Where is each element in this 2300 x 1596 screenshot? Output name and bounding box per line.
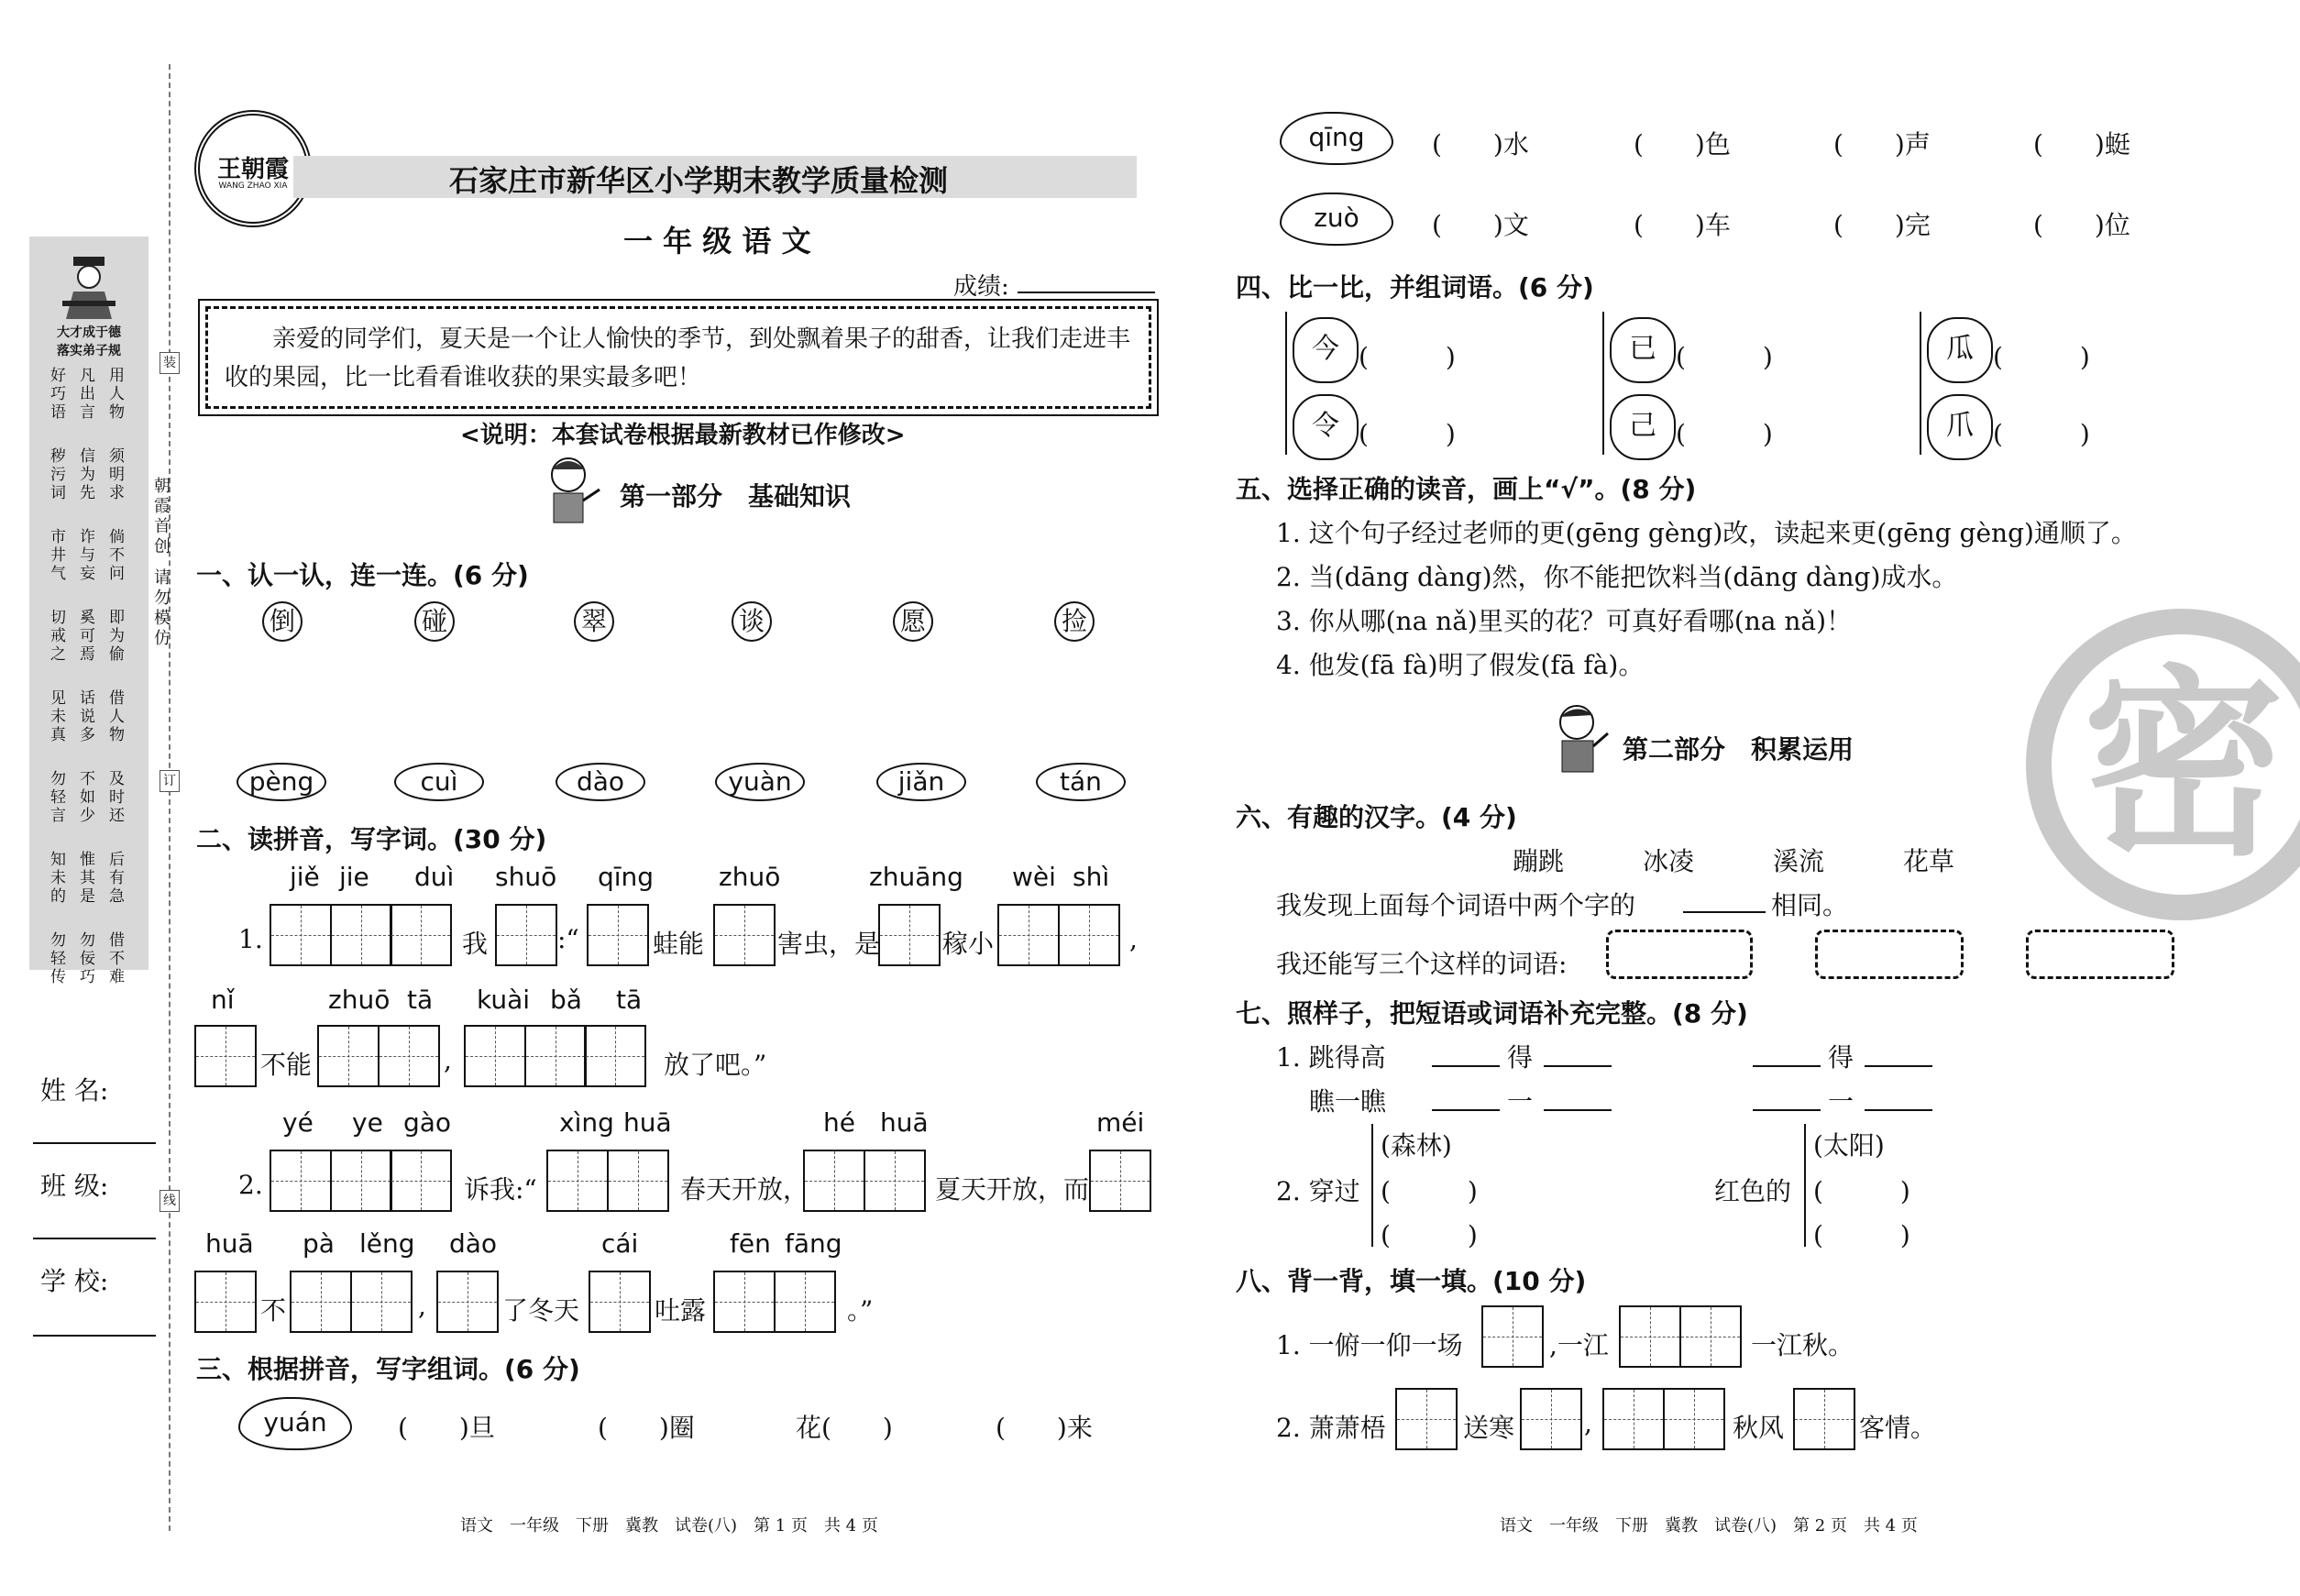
- q2-text: 稼小: [942, 929, 995, 959]
- q3-item-3[interactable]: 花( ): [796, 1413, 893, 1443]
- q2-grid-kuaibata-cell[interactable]: [584, 1025, 646, 1087]
- q8-text: 送寒: [1463, 1413, 1515, 1443]
- q4-divider: [1920, 312, 1921, 455]
- q2-pinyin: dào: [449, 1228, 498, 1259]
- q4-blank[interactable]: ( ): [1993, 419, 2090, 449]
- q2-grid-hua[interactable]: [194, 1271, 255, 1333]
- q7-example-2: 瞧一瞧: [1309, 1086, 1387, 1117]
- seal-mark-1: 装: [160, 352, 180, 374]
- q1-pinyin[interactable]: jiǎn: [876, 763, 966, 801]
- q2-grid-zhuota-cell[interactable]: [317, 1025, 380, 1087]
- score-label: 成绩:: [953, 273, 1009, 301]
- q2-grid-jiejiedui-cell[interactable]: [270, 904, 332, 966]
- q1-char[interactable]: 谈: [732, 601, 772, 642]
- q3-pinyin-cloud: yuán: [238, 1397, 352, 1450]
- q3-item-4[interactable]: ( )来: [996, 1413, 1093, 1443]
- q2-pinyin: bǎ: [550, 985, 582, 1015]
- q2-text: 夏天开放，而: [935, 1174, 1090, 1205]
- q2-grid-fenfang-cell[interactable]: [713, 1271, 776, 1333]
- q6-word-4: 花草: [1903, 846, 1955, 876]
- q2-pinyin: huā: [205, 1228, 254, 1259]
- proverb-column: 凡出言: [76, 367, 94, 422]
- q7-blank-2d[interactable]: [1865, 1109, 1932, 1111]
- q5-heading: 五、选择正确的读音，画上“√”。(8 分): [1236, 474, 1697, 504]
- q2-grid-zhuo[interactable]: [713, 904, 774, 966]
- q3-item[interactable]: ( )位: [2033, 210, 2130, 240]
- q1-char[interactable]: 倒: [262, 601, 303, 642]
- q3-item[interactable]: ( )完: [1833, 210, 1931, 240]
- q8-text: ,一江: [1549, 1330, 1609, 1360]
- part2-title: 第二部分 积累运用: [1623, 734, 1854, 765]
- q6-word-1: 蹦跳: [1513, 846, 1565, 876]
- q3-item[interactable]: ( )蜓: [2033, 129, 2130, 160]
- q4-divider: [1285, 312, 1287, 455]
- q2-grid-hua-cell[interactable]: [194, 1271, 257, 1333]
- q2-pinyin: jiě: [290, 862, 320, 892]
- q6-word-2: 冰凌: [1643, 846, 1695, 876]
- q2-pinyin: huā: [880, 1107, 929, 1138]
- q3-pinyin-cloud: zuò: [1280, 193, 1393, 246]
- q2-text: 。”: [847, 1295, 874, 1326]
- q2-grid-jiejiedui-cell[interactable]: [390, 904, 452, 966]
- q2-grid-ni[interactable]: [194, 1025, 255, 1087]
- q8-text: 2. 萧萧梧: [1276, 1413, 1386, 1443]
- motto-panel: [29, 237, 149, 986]
- proverb-column: 奚可焉: [76, 609, 94, 664]
- proverb-column: 借不难: [105, 931, 124, 986]
- q5-item-2[interactable]: 2. 当(dāng dàng)然，你不能把饮料当(dāng dàng)成水。: [1276, 562, 1958, 592]
- q7-blank-1d[interactable]: [1865, 1065, 1932, 1067]
- motto-top: 大才成于德: [57, 325, 121, 340]
- q2-text: ,: [418, 1291, 426, 1321]
- q7-heading: 七、照样子，把短语或词语补充完整。(8 分): [1236, 998, 1748, 1029]
- q2-grid-hehua-cell[interactable]: [803, 1150, 865, 1212]
- q2-text: 蛙能: [653, 929, 705, 959]
- q7-de-1: 得: [1507, 1042, 1534, 1073]
- school-label: 学 校:: [40, 1266, 109, 1296]
- q3-item[interactable]: ( )文: [1432, 210, 1529, 240]
- q8-grid-5[interactable]: [1602, 1388, 1722, 1450]
- q2-grid-yeyegao-cell[interactable]: [390, 1150, 452, 1212]
- q2-grid-jiejiedui[interactable]: [270, 904, 450, 966]
- intro-box: [205, 306, 1151, 409]
- q6-line2: 我还能写三个这样的词语:: [1276, 949, 1568, 979]
- q2-grid-mei-cell[interactable]: [1089, 1150, 1151, 1212]
- q3-item[interactable]: ( )声: [1833, 129, 1931, 160]
- q5-item-4[interactable]: 4. 他发(fā fà)明了假发(fā fà)。: [1276, 650, 1645, 680]
- q4-blank[interactable]: ( ): [1993, 342, 2090, 372]
- q2-grid-qing-cell[interactable]: [587, 904, 649, 966]
- q3-item[interactable]: ( )色: [1634, 129, 1731, 160]
- q2-text: 不能: [260, 1050, 313, 1080]
- part1-title: 第一部分 基础知识: [620, 481, 852, 512]
- q2-grid-dao-cell[interactable]: [436, 1271, 499, 1333]
- q2-pinyin: fāng: [785, 1228, 842, 1259]
- q2-pinyin: pà: [303, 1228, 335, 1259]
- q8-text: 秋风: [1733, 1413, 1785, 1443]
- q2-grid-yeyegao-cell[interactable]: [270, 1150, 332, 1212]
- q7-blank-1c[interactable]: [1753, 1065, 1821, 1067]
- q2-grid-zhuota[interactable]: [317, 1025, 437, 1087]
- q2-grid-fenfang-cell[interactable]: [774, 1271, 836, 1333]
- q4-char-flower: 己: [1610, 394, 1676, 460]
- q2-grid-weishi-cell[interactable]: [1058, 904, 1120, 966]
- q2-text: ,: [1129, 924, 1138, 954]
- proverb-column: 切戒之: [47, 609, 65, 664]
- proverb-column: 市井气: [47, 528, 65, 583]
- q2-grid-dao[interactable]: [436, 1271, 497, 1333]
- q2-grid-zhuang[interactable]: [878, 904, 939, 966]
- class-field[interactable]: [33, 1238, 156, 1239]
- q7-yi-2: 一: [1828, 1086, 1854, 1117]
- q6-word-3: 溪流: [1773, 846, 1825, 876]
- q2-pinyin: kuài: [477, 985, 531, 1015]
- q5-item-1[interactable]: 1. 这个句子经过老师的更(gēng gèng)改，读起来更(gēng gèng)通顺了。: [1276, 518, 2137, 548]
- q1-char[interactable]: 捡: [1054, 601, 1095, 642]
- q7-brace-2: [1804, 1124, 1806, 1247]
- q2-text: 春天开放，: [680, 1174, 809, 1205]
- left-footer: 语文 一年级 下册 冀教 试卷(八) 第 1 页 共 4 页: [460, 1516, 878, 1535]
- q2-grid-yeyegao[interactable]: [270, 1150, 450, 1212]
- q8-grid-5-cell[interactable]: [1602, 1388, 1665, 1450]
- proverb-column: 须明求: [105, 447, 124, 502]
- q1-pinyin[interactable]: yuàn: [715, 763, 805, 801]
- proverb-column: 话说多: [76, 689, 94, 744]
- q1-char[interactable]: 翠: [574, 601, 614, 642]
- q7-blank-4a[interactable]: ( ): [1813, 1176, 1910, 1206]
- q8-grid-2-cell[interactable]: [1619, 1305, 1681, 1368]
- q4-char-flower: 瓜: [1927, 317, 1993, 383]
- boy-figure-icon: [1547, 700, 1612, 779]
- q3-item[interactable]: ( )水: [1432, 129, 1529, 160]
- q1-pinyin[interactable]: tán: [1036, 763, 1126, 801]
- q8-grid-2-cell[interactable]: [1679, 1305, 1742, 1368]
- q2-grid-ni-cell[interactable]: [194, 1025, 257, 1087]
- q4-char-flower: 令: [1293, 394, 1359, 460]
- q2-pinyin: cái: [601, 1228, 639, 1259]
- q8-grid-3-cell[interactable]: [1395, 1388, 1458, 1450]
- q1-char[interactable]: 碰: [414, 601, 455, 642]
- proverb-column: 勿轻传: [47, 931, 65, 986]
- q6-heading: 六、有趣的汉字。(4 分): [1236, 802, 1517, 832]
- girl-figure-icon: [537, 453, 603, 526]
- q2-grid-hehua[interactable]: [803, 1150, 923, 1212]
- q2-grid-paleng-cell[interactable]: [350, 1271, 413, 1333]
- q2-grid-shuo[interactable]: [495, 904, 556, 966]
- proverb-column: 秽污词: [47, 447, 65, 502]
- q2-pinyin: yé: [282, 1107, 314, 1138]
- q2-pinyin: shuō: [495, 862, 557, 892]
- q2-pinyin: qīng: [598, 862, 655, 892]
- q4-blank[interactable]: ( ): [1676, 419, 1773, 449]
- q7-chuanguo: 2. 穿过: [1276, 1176, 1360, 1206]
- q2-grid-mei[interactable]: [1089, 1150, 1150, 1212]
- q2-pinyin: zhuāng: [869, 862, 963, 892]
- q6-line1-end: 相同。: [1771, 890, 1849, 920]
- q2-text: 害虫，是: [777, 929, 881, 959]
- q2-pinyin: wèi: [1012, 862, 1056, 892]
- q2-grid-fenfang[interactable]: [713, 1271, 833, 1333]
- name-field[interactable]: [33, 1142, 156, 1144]
- q2-pinyin: tā: [616, 985, 643, 1015]
- q3-pinyin-cloud: qīng: [1280, 112, 1393, 165]
- q7-hongsede: 红色的: [1714, 1176, 1792, 1206]
- q2-pinyin: huā: [623, 1107, 672, 1138]
- q7-blank-1a[interactable]: [1432, 1065, 1500, 1067]
- q2-pinyin: ye: [352, 1107, 383, 1138]
- q2-grid-weishi[interactable]: [997, 904, 1117, 966]
- right-footer: 语文 一年级 下册 冀教 试卷(八) 第 2 页 共 4 页: [1500, 1516, 1918, 1535]
- q3-item-1[interactable]: ( )旦: [398, 1413, 495, 1443]
- q4-blank[interactable]: ( ): [1359, 342, 1456, 372]
- q8-grid-5-cell[interactable]: [1663, 1388, 1725, 1450]
- q4-heading: 四、比一比，并组词语。(6 分): [1236, 272, 1594, 303]
- q7-blank-1b[interactable]: [1544, 1065, 1612, 1067]
- warning-1: 朝霞首创: [151, 477, 171, 557]
- q2-grid-weishi-cell[interactable]: [997, 904, 1060, 966]
- q4-blank[interactable]: ( ): [1676, 342, 1773, 372]
- q7-blank-4b[interactable]: ( ): [1813, 1220, 1910, 1250]
- brand-sub: WANG ZHAO XIA: [218, 182, 288, 191]
- proverb-column: 勿轻言: [47, 770, 65, 825]
- q2-grid-hehua-cell[interactable]: [864, 1150, 926, 1212]
- q7-senlin: (森林): [1381, 1130, 1452, 1161]
- q7-blank-2c[interactable]: [1753, 1109, 1821, 1111]
- motto-bottom: 落实弟子规: [57, 344, 121, 358]
- q6-answer-box-1[interactable]: [1606, 930, 1753, 979]
- q2-pinyin: zhuō: [328, 985, 391, 1015]
- proverb-column: 倘不问: [105, 528, 124, 583]
- q6-answer-box-3[interactable]: [2026, 930, 2174, 979]
- q2-grid-zhuang-cell[interactable]: [878, 904, 941, 966]
- q2-grid-zhuota-cell[interactable]: [378, 1025, 440, 1087]
- q7-example-1: 1. 跳得高: [1276, 1042, 1386, 1073]
- q1-pinyin[interactable]: cuì: [394, 763, 484, 801]
- q2-grid-qing[interactable]: [587, 904, 647, 966]
- seal-mark-3: 线: [160, 1190, 180, 1212]
- q2-grid-jiejiedui-cell[interactable]: [330, 904, 392, 966]
- q8-grid-4[interactable]: [1520, 1388, 1580, 1450]
- q7-blank-2a[interactable]: [1432, 1109, 1500, 1111]
- q8-grid-1-cell[interactable]: [1481, 1305, 1544, 1368]
- q4-char-flower: 今: [1293, 317, 1359, 383]
- proverb-column: 好巧语: [47, 367, 65, 422]
- scholar-figure-icon: [61, 255, 117, 319]
- q7-blank-3a[interactable]: ( ): [1381, 1176, 1478, 1206]
- q6-answer-box-2[interactable]: [1815, 930, 1964, 979]
- note-text: <说明：本套试卷根据最新教材已作修改>: [460, 422, 906, 449]
- q1-pinyin[interactable]: pèng: [237, 763, 326, 801]
- q2-grid-cai[interactable]: [589, 1271, 649, 1333]
- score-field[interactable]: [1018, 292, 1155, 293]
- q7-brace-1: [1371, 1124, 1373, 1247]
- q2-grid-xinghua-cell[interactable]: [607, 1150, 669, 1212]
- class-label: 班 级:: [40, 1171, 109, 1201]
- q2-grid-kuaibata-cell[interactable]: [464, 1025, 526, 1087]
- proverb-column: 后有急: [105, 851, 124, 906]
- proverb-column: 及时还: [105, 770, 124, 825]
- q2-pinyin: jie: [339, 862, 369, 892]
- q8-text: 客情。: [1859, 1413, 1937, 1443]
- name-label: 姓 名:: [40, 1075, 109, 1106]
- q4-char-flower: 已: [1610, 317, 1676, 383]
- q2-text: 诉我:“: [464, 1174, 537, 1205]
- q2-grid-kuaibata-cell[interactable]: [524, 1025, 587, 1087]
- school-field[interactable]: [33, 1335, 156, 1337]
- q2-pinyin: nǐ: [211, 985, 235, 1015]
- q8-heading: 八、背一背，填一填。(10 分): [1236, 1266, 1587, 1296]
- proverb-column: 信为先: [76, 447, 94, 502]
- q6-line1: 我发现上面每个词语中两个字的: [1276, 890, 1636, 920]
- q7-de-2: 得: [1828, 1042, 1854, 1073]
- q2-grid-zhuo-cell[interactable]: [713, 904, 776, 966]
- q7-taiyang: (太阳): [1813, 1130, 1885, 1161]
- q2-grid-kuaibata[interactable]: [464, 1025, 644, 1087]
- q2-grid-paleng[interactable]: [290, 1271, 410, 1333]
- proverb-column: 勿佞巧: [76, 931, 94, 986]
- q2-text: 不: [260, 1295, 287, 1326]
- warning-2: 请勿模仿: [151, 568, 171, 649]
- q2-grid-cai-cell[interactable]: [589, 1271, 651, 1333]
- q2-grid-paleng-cell[interactable]: [290, 1271, 352, 1333]
- proverb-column: 不如少: [76, 770, 94, 825]
- q8-grid-1[interactable]: [1481, 1305, 1542, 1368]
- q4-char-flower: 爪: [1927, 394, 1993, 460]
- q2-pinyin: lěng: [359, 1228, 415, 1259]
- q2-grid-xinghua-cell[interactable]: [546, 1150, 609, 1212]
- q8-grid-3[interactable]: [1395, 1388, 1456, 1450]
- q2-pinyin: xìng: [559, 1107, 614, 1138]
- q1-pinyin[interactable]: dào: [556, 763, 645, 801]
- q8-text: ,: [1584, 1408, 1592, 1438]
- q2-text: :“: [557, 924, 579, 954]
- q2-num-1: 1.: [238, 924, 263, 954]
- q3-item-2[interactable]: ( )圈: [598, 1413, 695, 1443]
- q2-pinyin: tā: [407, 985, 434, 1015]
- q6-blank[interactable]: [1683, 911, 1766, 913]
- q2-text: ,: [444, 1045, 452, 1075]
- q2-text: 吐露: [655, 1295, 707, 1326]
- proverb-block: [46, 367, 138, 1091]
- q1-heading: 一、认一认，连一连。(6 分): [196, 560, 529, 590]
- q2-grid-yeyegao-cell[interactable]: [330, 1150, 392, 1212]
- proverb-column: 借人物: [105, 689, 124, 744]
- q2-pinyin: méi: [1096, 1107, 1145, 1138]
- q2-text: 了冬天: [502, 1295, 580, 1326]
- q7-yi-1: 一: [1507, 1086, 1534, 1117]
- q8-text: 一江秋。: [1751, 1330, 1854, 1360]
- q3-heading: 三、根据拼音，写字组词。(6 分): [196, 1354, 580, 1384]
- q1-char[interactable]: 愿: [893, 601, 933, 642]
- proverb-column: 知未的: [47, 851, 65, 906]
- proverb-column: 见未真: [47, 689, 65, 744]
- q8-grid-6[interactable]: [1793, 1388, 1854, 1450]
- q2-grid-shuo-cell[interactable]: [495, 904, 557, 966]
- q2-text: 我: [462, 929, 489, 959]
- q2-pinyin: gào: [403, 1107, 452, 1138]
- q8-grid-2[interactable]: [1619, 1305, 1739, 1368]
- q8-text: 1. 一俯一仰一场: [1276, 1330, 1463, 1360]
- q2-pinyin: shì: [1073, 862, 1110, 892]
- proverb-column: 惟其是: [76, 851, 94, 906]
- q7-blank-3b[interactable]: ( ): [1381, 1220, 1478, 1250]
- brand-name: 王朝霞: [216, 156, 289, 183]
- exam-title: 石家庄市新华区小学期末教学质量检测: [449, 163, 949, 198]
- q2-pinyin: duì: [414, 862, 455, 892]
- q2-num-2: 2.: [238, 1170, 263, 1200]
- binding-dashed-line: [169, 64, 171, 1531]
- q2-pinyin: fēn: [730, 1228, 771, 1259]
- intro-text: 亲爱的同学们，夏天是一个让人愉快的季节，到处飘着果子的甜香，让我们走进丰收的果园，比一比看看谁收获的果实最多吧！: [225, 325, 1131, 391]
- q5-item-3[interactable]: 3. 你从哪(na nǎ)里买的花？可真好看哪(na nǎ)！: [1276, 606, 1853, 636]
- q2-text: 放了吧。”: [664, 1050, 767, 1080]
- q8-grid-4-cell[interactable]: [1520, 1388, 1582, 1450]
- q8-grid-6-cell[interactable]: [1793, 1388, 1855, 1450]
- seal-mark-2: 订: [160, 770, 180, 792]
- q2-pinyin: zhuō: [719, 862, 781, 892]
- proverb-column: 用人物: [105, 367, 124, 422]
- stamp-char: 密: [2082, 648, 2284, 883]
- q4-divider: [1602, 312, 1604, 455]
- secret-stamp-icon: [2026, 609, 2300, 920]
- q3-item[interactable]: ( )车: [1634, 210, 1731, 240]
- subject-title: 一 年 级 语 文: [623, 224, 811, 259]
- q7-blank-2b[interactable]: [1544, 1109, 1612, 1111]
- proverb-column: 诈与妄: [76, 528, 94, 583]
- q2-grid-xinghua[interactable]: [546, 1150, 666, 1212]
- q2-heading: 二、读拼音，写字词。(30 分): [196, 824, 547, 854]
- q2-pinyin: hé: [823, 1107, 855, 1138]
- q4-blank[interactable]: ( ): [1359, 419, 1456, 449]
- proverb-column: 即为偷: [105, 609, 124, 664]
